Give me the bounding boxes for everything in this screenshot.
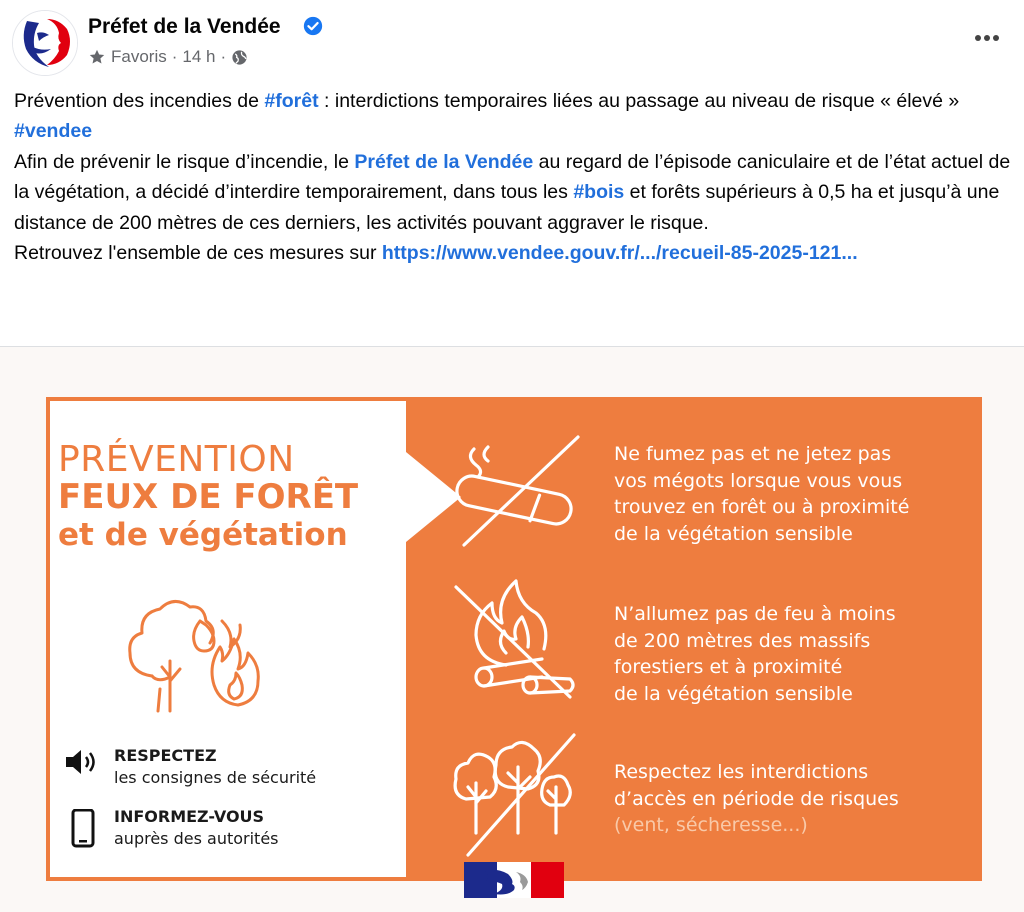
verified-badge-icon — [302, 15, 324, 37]
meta-separator: · — [220, 47, 227, 66]
rule-no-smoking-text — [614, 441, 974, 547]
post-text — [14, 86, 1014, 268]
no-smoking-icon — [446, 427, 586, 557]
text-segment: Afin de prévenir le risque d’incendie, le — [14, 150, 355, 173]
post-time[interactable]: 14 h — [182, 47, 216, 66]
hashtag-vendee[interactable]: #vendee — [14, 120, 93, 143]
text-segment: Prévention des incendies de — [14, 90, 265, 112]
no-forest-access-icon — [446, 727, 586, 857]
text-segment: Retrouvez l'ensemble de ces mesures sur — [14, 242, 382, 265]
star-icon — [88, 48, 106, 66]
rule-line: vos mégots lorsque vous vous — [614, 469, 903, 492]
consigne-informez-title: INFORMEZ-VOUS — [114, 807, 265, 826]
post-image[interactable] — [0, 347, 1024, 912]
republique-francaise-flag-icon — [464, 862, 564, 898]
mention-prefet[interactable]: Préfet de la Vendée — [354, 150, 534, 173]
page-avatar[interactable] — [12, 10, 78, 76]
more-options-icon[interactable] — [970, 28, 1004, 48]
poster-title-line3: et de végétation — [58, 517, 348, 553]
rule-line: N’allumez pas de feu à moins — [614, 603, 896, 625]
hashtag-bois[interactable]: #bois — [573, 181, 625, 204]
text-segment: et forêts supérieurs à 0,5 ha et jusqu’à une distance de 200 mètres de ces derniers, les activités pouvant aggraver le risque. — [14, 181, 1000, 234]
speaker-icon — [64, 748, 102, 776]
rule-no-fire-text — [614, 601, 974, 707]
tree-fire-icon — [122, 581, 272, 716]
rule-line: Respectez les interdictions — [614, 761, 869, 783]
rule-line: Ne fumez pas et ne jetez pas — [614, 443, 892, 465]
hashtag-foret[interactable]: #forêt — [264, 90, 319, 112]
no-campfire-icon — [446, 569, 586, 699]
poster-title-line1: PRÉVENTION — [58, 439, 295, 480]
consigne-informez-sub: auprès des autorités — [114, 829, 279, 848]
poster-title-line2: FEUX DE FORÊT — [58, 477, 359, 517]
rule-no-access-text — [614, 759, 974, 839]
favorites-label[interactable]: Favoris — [111, 47, 167, 66]
prevention-poster — [46, 397, 982, 881]
meta-separator: · — [171, 47, 178, 66]
recueil-link[interactable]: https://www.vendee.gouv.fr/.../recueil-85-2025-121... — [381, 242, 858, 265]
consigne-respectez-title: RESPECTEZ — [114, 746, 217, 765]
text-segment: : interdictions temporaires liées au passage au niveau de risque « élevé » — [318, 90, 960, 112]
rule-line: de la végétation sensible — [614, 522, 853, 545]
smartphone-icon — [64, 809, 102, 849]
consigne-respectez-sub: les consignes de sécurité — [114, 768, 317, 787]
rule-line: d’accès en période de risques — [614, 787, 899, 810]
marianne-logo-icon — [13, 11, 77, 75]
rule-line: de 200 mètres des massifs — [614, 629, 871, 652]
rule-line: trouvez en forêt ou à proximité — [614, 496, 910, 518]
post-header — [0, 0, 1024, 80]
page-name[interactable]: Préfet de la Vendée — [88, 15, 281, 38]
rule-line: de la végétation sensible — [614, 682, 853, 705]
text-segment: au regard de l’épisode caniculaire et de l’état actuel de la végétation, a décidé d’interdire temporairement, dans tous les — [14, 150, 1011, 204]
globe-icon[interactable] — [231, 49, 248, 66]
post-meta — [88, 47, 248, 67]
rule-line: forestiers et à proximité — [614, 656, 843, 678]
poster-left-panel — [50, 401, 406, 877]
rule-note: (vent, sécheresse...) — [614, 814, 808, 836]
